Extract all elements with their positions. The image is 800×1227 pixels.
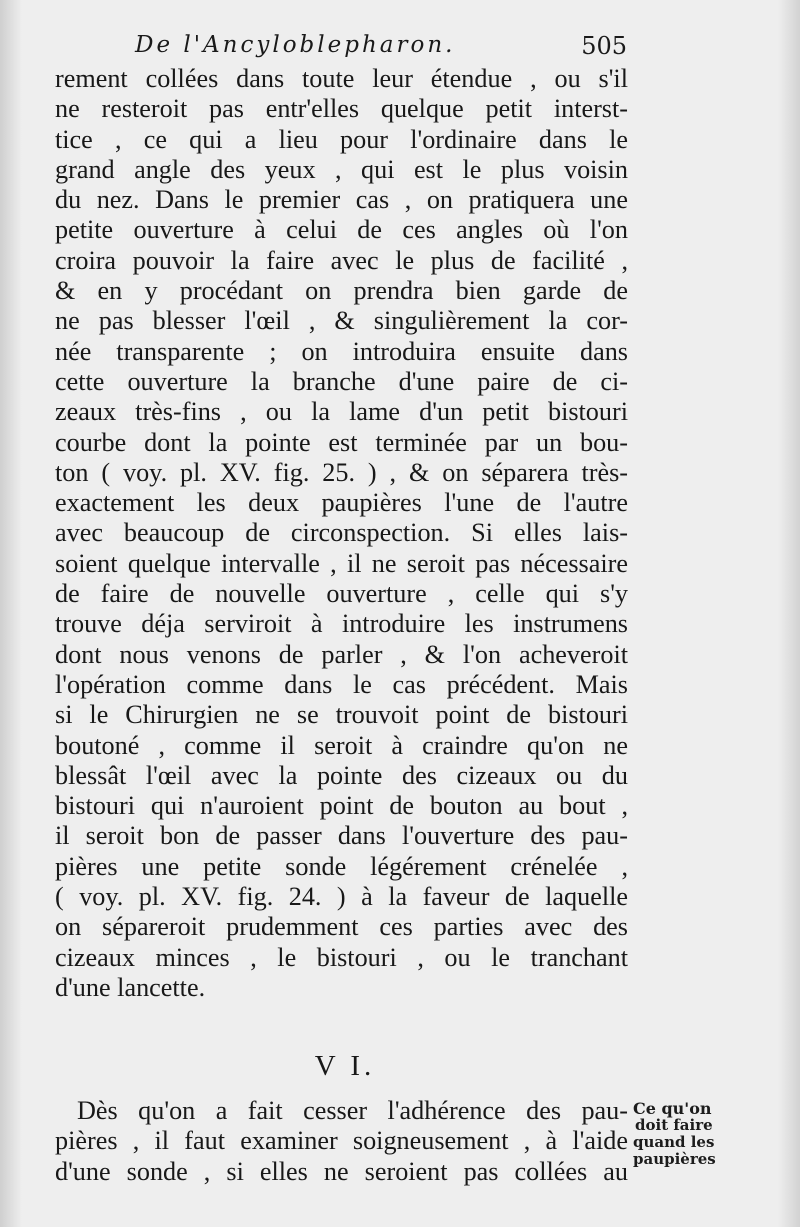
text-line: ne resteroit pas entr'elles quelque petit interst- [55, 94, 628, 124]
text-line: cette ouverture la branche d'une paire de ci- [55, 366, 628, 396]
text-line: pières , il faut examiner soigneusement , à l'aide [55, 1126, 628, 1156]
text-line: ( voy. pl. XV. fig. 24. ) à la faveur de laquelle [55, 882, 628, 912]
margin-note-line: paupières [633, 1150, 716, 1168]
margin-note [633, 1100, 763, 1168]
text-line: soient quelque intervalle , il ne seroit pas nécessaire [55, 548, 628, 578]
margin-note-line: quand les [633, 1133, 715, 1151]
text-line: avec beaucoup de circonspection. Si elles lais- [55, 518, 628, 548]
text-line: grand angle des yeux , qui est le plus voisin [55, 154, 628, 184]
text-line: du nez. Dans le premier cas , on pratiquera une [55, 185, 628, 215]
text-line: courbe dont la pointe est terminée par un bou- [55, 427, 628, 457]
text-line: ne pas blesser l'œil , & singulièrement la cor- [55, 306, 628, 336]
text-line: blessât l'œil avec la pointe des cizeaux ou du [55, 760, 628, 790]
text-line: boutoné , comme il seroit à craindre qu'on ne [55, 730, 628, 760]
text-line: trouve déja serviroit à introduire les instrumens [55, 609, 628, 639]
text-line: l'opération comme dans le cas précédent. Mais [55, 669, 628, 699]
text-line: exactement les deux paupières l'une de l'autre [55, 488, 628, 518]
text-line: tice , ce qui a lieu pour l'ordinaire dans le [55, 124, 628, 154]
text-line: cizeaux minces , le bistouri , ou le tranchant [55, 942, 628, 972]
section-heading: V I. [314, 1050, 376, 1082]
text-line: pières une petite sonde légérement crénelée , [55, 851, 628, 881]
text-line: & en y procédant on prendra bien garde de [55, 276, 628, 306]
text-line: de faire de nouvelle ouverture , celle qui s'y [55, 579, 628, 609]
page-left-shadow [0, 0, 22, 1227]
page-number: 505 [581, 32, 627, 60]
text-line: Dès qu'on a fait cesser l'adhérence des pau- [77, 1096, 628, 1125]
text-line: née transparente ; on introduira ensuite dans [55, 336, 628, 366]
text-line: petite ouverture à celui de ces angles où l'on [55, 215, 628, 245]
text-line: ton ( voy. pl. XV. fig. 25. ) , & on séparera très- [55, 457, 628, 487]
text-line: croira pouvoir la faire avec le plus de facilité , [55, 245, 628, 275]
main-paragraph [55, 64, 628, 1003]
text-line: d'une sonde , si elles ne seroient pas collées au [55, 1156, 628, 1186]
margin-note-line: doit faire [635, 1116, 713, 1134]
text-line: rement collées dans toute leur étendue , ou s'il [55, 64, 628, 93]
text-line: d'une lancette. [55, 972, 206, 1002]
section-paragraph [55, 1096, 628, 1187]
running-title: De l'Ancyloblepharon. [135, 32, 456, 58]
text-line: dont nous venons de parler , & l'on acheveroit [55, 639, 628, 669]
text-line: on sépareroit prudemment ces parties avec des [55, 912, 628, 942]
text-line: il seroit bon de passer dans l'ouverture des pau- [55, 821, 628, 851]
margin-note-line: Ce qu'on [633, 1099, 712, 1118]
text-line: zeaux très-fins , ou la lame d'un petit bistouri [55, 397, 628, 427]
text-line: si le Chirurgien ne se trouvoit point de bistouri [55, 700, 628, 730]
text-line: bistouri qui n'auroient point de bouton au bout , [55, 791, 628, 821]
page-right-shadow [778, 0, 800, 1227]
